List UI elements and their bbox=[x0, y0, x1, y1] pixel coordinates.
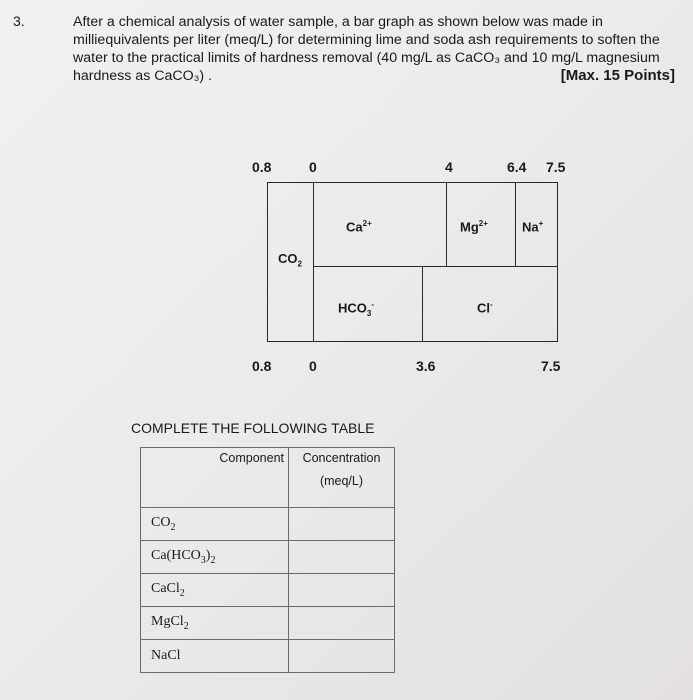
row-cacl2-value[interactable] bbox=[289, 574, 395, 607]
question-line-4: hardness as CaCO₃) . bbox=[73, 68, 213, 84]
co2-divider bbox=[313, 182, 314, 341]
ion-ca: $Ca^{2+}$ bbox=[346, 219, 372, 235]
row-nacl-label: NaCl bbox=[141, 640, 289, 673]
ion-mg: $Mg^{2+}$ bbox=[460, 219, 488, 235]
mg-na-divider bbox=[515, 182, 516, 267]
bottom-scale-0: 0 bbox=[309, 358, 317, 374]
row-cacl2-label: CaCl$_2$ bbox=[141, 574, 289, 607]
table-header-row bbox=[141, 448, 395, 508]
ion-hco3: $HCO_3^-$ bbox=[338, 300, 375, 318]
header-concentration-line2: (meq/L) bbox=[319, 474, 364, 488]
top-scale-4: 4 bbox=[445, 159, 453, 175]
bottom-scale-0.8: 0.8 bbox=[252, 358, 272, 374]
header-concentration bbox=[289, 448, 395, 508]
table-row bbox=[141, 541, 395, 574]
table-row bbox=[141, 574, 395, 607]
row-co2-value[interactable] bbox=[289, 508, 395, 541]
component-table bbox=[140, 447, 395, 673]
ion-co2: $CO_2$ bbox=[278, 251, 302, 269]
max-points: [Max. 15 Points] bbox=[560, 67, 675, 84]
bottom-scale-7.5: 7.5 bbox=[541, 358, 561, 374]
top-scale-0.8: 0.8 bbox=[252, 159, 272, 175]
bottom-scale-3.6: 3.6 bbox=[416, 358, 436, 374]
table-row bbox=[141, 607, 395, 640]
ion-na: Na+ bbox=[522, 219, 544, 235]
row-mgcl2-value[interactable] bbox=[289, 607, 395, 640]
row-mgcl2-label: MgCl$_2$ bbox=[141, 607, 289, 640]
row-co2-label: $CO_2$ bbox=[141, 508, 289, 541]
row-divider bbox=[313, 266, 557, 267]
table-row bbox=[141, 508, 395, 541]
header-concentration-line1: Concentration bbox=[302, 451, 381, 465]
row-nacl-value[interactable] bbox=[289, 640, 395, 673]
top-scale-0: 0 bbox=[309, 159, 317, 175]
question-line-2: milliequivalents per liter (meq/L) for determining lime and soda ash requirements to soften the bbox=[73, 32, 660, 48]
question-number: 3. bbox=[13, 13, 25, 29]
ion-cl: Cl- bbox=[477, 300, 493, 316]
top-scale-6.4: 6.4 bbox=[507, 159, 527, 175]
row-cahco3-value[interactable] bbox=[289, 541, 395, 574]
question-line-1: After a chemical analysis of water sample, a bar graph as shown below was made in bbox=[73, 14, 603, 30]
table-row bbox=[141, 640, 395, 673]
question-line-3: water to the practical limits of hardness removal (40 mg/L as CaCO₃ and 10 mg/L magnesium bbox=[73, 50, 660, 66]
ca-mg-divider bbox=[446, 182, 447, 267]
table-title: COMPLETE THE FOLLOWING TABLE bbox=[131, 420, 375, 436]
row-cahco3-label: $Ca(HCO_3)_2$ bbox=[141, 541, 289, 574]
header-component: Component bbox=[141, 448, 289, 508]
top-scale-7.5: 7.5 bbox=[546, 159, 566, 175]
question-text bbox=[73, 13, 683, 85]
hco3-cl-divider bbox=[422, 266, 423, 341]
